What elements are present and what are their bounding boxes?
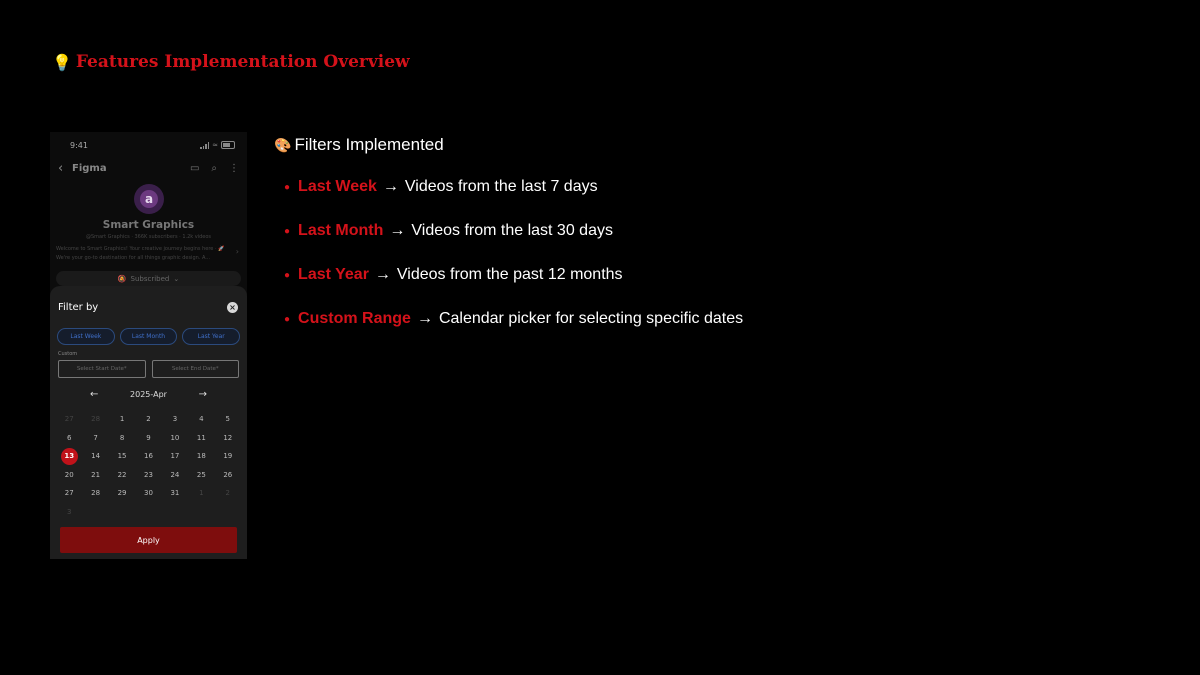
calendar-day-number: 23 [144,470,153,479]
filters-section [274,134,744,327]
subscribed-label: Subscribed [130,274,170,283]
signal-icon [200,142,209,149]
start-date-field[interactable]: Select Start Date* [58,360,146,378]
bullet-arrow: → [374,266,391,283]
calendar-day[interactable] [162,484,188,503]
chevron-down-icon: ⌄ [173,274,180,283]
channel-logo-icon: a [140,190,158,208]
next-month-icon[interactable]: → [198,389,207,400]
calendar-day-number: 24 [170,470,180,479]
chip-last-month[interactable]: Last Month [120,328,178,345]
channel-description[interactable]: Welcome to Smart Graphics! Your creative journey begins here · 🚀 We're your go-to destination for all things graphic design. A... [56,246,225,261]
calendar-grid [56,410,241,521]
close-icon[interactable]: × [227,302,238,313]
calendar-day-number: 19 [223,452,233,461]
calendar-day-number: 20 [64,470,74,479]
calendar-day-number: 29 [117,489,127,498]
calendar-day[interactable] [188,484,214,503]
channel-avatar[interactable] [134,184,164,214]
wifi-icon: ≈ [212,141,218,149]
calendar-day[interactable] [162,447,188,466]
chip-last-year[interactable]: Last Year [182,328,240,345]
calendar-day-selected[interactable] [56,447,82,466]
calendar-day-number: 7 [93,433,98,442]
calendar-day-number: 2 [146,415,151,424]
calendar-day[interactable] [215,484,241,503]
filter-bullet [284,266,623,284]
lightbulb-icon: 💡 [52,52,72,72]
palette-icon: 🎨 [274,136,292,153]
calendar-day[interactable] [56,410,82,429]
calendar-day-number: 14 [91,452,101,461]
calendar-day[interactable] [135,466,161,485]
calendar-day-number: 13 [61,448,78,465]
calendar-day-number: 18 [196,452,206,461]
calendar-day-number: 10 [170,433,180,442]
search-icon[interactable]: ⌕ [211,162,217,174]
bullet-text: Videos from the last 7 days [404,178,598,195]
calendar-day[interactable] [135,410,161,429]
battery-icon [221,141,235,149]
apply-button[interactable]: Apply [60,527,237,553]
date-fields [58,360,239,378]
calendar-day-number: 17 [170,452,180,461]
bullet-dot: ● [284,225,291,237]
calendar-day-number: 11 [196,433,206,442]
filter-bullet [284,310,743,328]
filter-bullet [284,178,598,196]
calendar-day[interactable] [82,447,108,466]
filter-bullet [284,222,613,240]
calendar-day-number: 1 [119,415,125,424]
end-date-field[interactable]: Select End Date* [152,360,240,378]
calendar-day[interactable] [82,466,108,485]
bullet-text: Calendar picker for selecting specific dates [438,310,744,327]
calendar-day[interactable] [188,447,214,466]
calendar-day-number: 15 [117,452,127,461]
calendar-day[interactable] [215,429,241,448]
calendar-day[interactable] [82,410,108,429]
calendar-day-number: 22 [117,470,127,479]
calendar-day-number: 26 [223,470,233,479]
calendar-day-number: 25 [196,470,206,479]
filter-chips [57,328,240,345]
calendar-day-number: 1 [199,489,204,498]
bullet-text: Videos from the last 30 days [411,222,613,239]
calendar-day[interactable] [162,429,188,448]
calendar-day[interactable] [109,466,135,485]
calendar-day-number: 30 [144,489,153,498]
calendar-day-number: 9 [146,433,151,442]
calendar-day-number: 6 [66,433,72,442]
calendar-day[interactable] [109,429,135,448]
calendar-month: 2025-Apr [130,390,167,399]
calendar-day-number: 8 [119,433,125,442]
chevron-right-icon[interactable]: › [235,247,239,256]
chip-last-week[interactable]: Last Week [57,328,115,345]
filter-sheet-title: Filter by [58,302,99,313]
calendar-day-number: 3 [66,507,72,516]
app-title: Figma [72,162,107,174]
calendar-day[interactable] [135,484,161,503]
calendar-day[interactable] [215,466,241,485]
bullet-dot: ● [284,269,291,281]
slide-title-text: Features Implementation Overview [75,52,410,72]
prev-month-icon[interactable]: ← [90,389,99,400]
more-vert-icon[interactable]: ⋮ [229,162,239,174]
calendar-day-number: 28 [91,415,101,424]
bullet-term: Last Month [298,222,384,239]
calendar-day-number: 4 [199,415,204,424]
status-bar [70,139,235,151]
calendar-day[interactable] [188,466,214,485]
bullet-text: Videos from the past 12 months [396,266,623,283]
calendar-day[interactable] [56,429,82,448]
cast-icon[interactable]: ▭ [189,162,200,174]
bullet-arrow: → [382,178,399,195]
bell-off-icon: 🔕 [117,274,127,283]
section-heading-text: Filters Implemented [294,135,444,154]
calendar-header [90,389,207,400]
subscribed-button[interactable] [56,271,241,286]
calendar-day[interactable] [188,429,214,448]
calendar-day-number: 2 [225,489,231,498]
calendar-day-number: 21 [91,470,101,479]
status-time: 9:41 [70,140,88,150]
calendar-day[interactable] [215,447,241,466]
calendar-day[interactable] [215,410,241,429]
calendar-day[interactable] [82,429,108,448]
app-bar-actions [190,163,239,174]
bullet-term: Custom Range [298,310,411,327]
calendar-day[interactable] [109,484,135,503]
custom-label: Custom [58,351,78,357]
back-arrow-icon[interactable]: ‹ [58,160,64,176]
calendar-day-number: 27 [64,489,74,498]
calendar-day[interactable] [135,429,161,448]
bullet-dot: ● [284,313,291,325]
channel-name: Smart Graphics [102,219,195,231]
calendar-day-number: 28 [91,489,101,498]
calendar-day-number: 31 [170,489,180,498]
calendar-day-number: 5 [225,415,231,424]
bullet-term: Last Year [298,266,369,283]
calendar-day[interactable] [56,466,82,485]
calendar-day[interactable] [109,447,135,466]
calendar-day[interactable] [56,503,82,522]
calendar-day[interactable] [56,484,82,503]
bullet-dot: ● [284,181,291,193]
calendar-day[interactable] [162,466,188,485]
filter-sheet [50,286,247,559]
calendar-day[interactable] [82,484,108,503]
channel-meta: @Smart Graphics · 366K subscribers · 1.2k videos [85,234,212,240]
calendar-day-number: 3 [172,415,178,424]
status-icons [200,141,235,149]
slide-title [52,52,410,72]
calendar-day[interactable] [162,410,188,429]
calendar-day-number: 12 [223,433,233,442]
app-bar [58,160,239,176]
calendar-day-number: 27 [64,415,74,424]
bullet-term: Last Week [298,178,377,195]
section-heading [274,134,444,156]
phone-screenshot [50,132,247,559]
calendar-day[interactable] [135,447,161,466]
calendar-day-number: 16 [144,452,153,461]
bullet-arrow: → [416,310,433,327]
calendar-day[interactable] [109,410,135,429]
bullet-arrow: → [389,222,406,239]
calendar-day[interactable] [188,410,214,429]
